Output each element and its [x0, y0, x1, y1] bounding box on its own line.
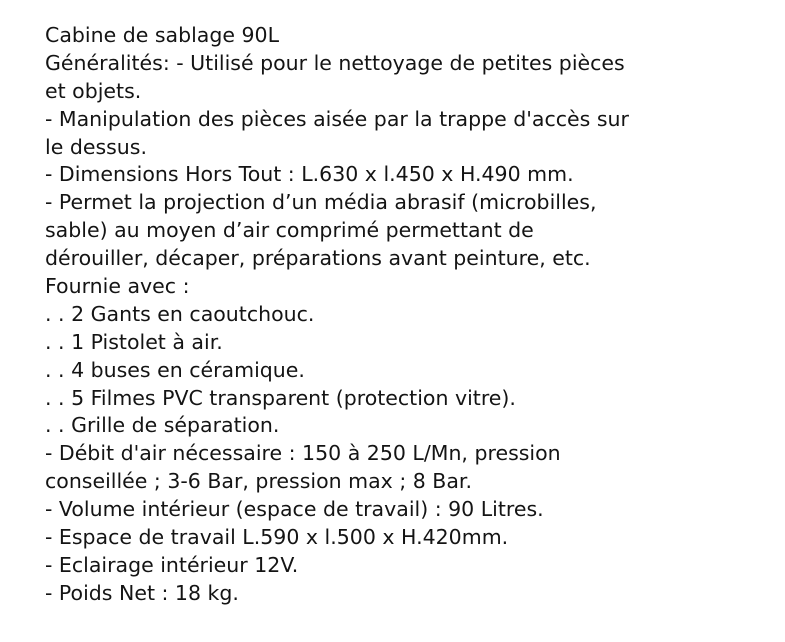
text-line-projection: - Permet la projection d’un média abrasif (microbilles, [45, 190, 597, 215]
text-line-manipulation: - Manipulation des pièces aisée par la trappe d'accès sur [45, 106, 629, 131]
text-line: dérouiller, décaper, préparations avant peinture, etc. [45, 246, 591, 271]
text-line: et objets. [45, 78, 142, 103]
document-title: Cabine de sablage 90L [45, 23, 280, 47]
text-line-work-space: - Espace de travail L.590 x l.500 x H.420mm. [45, 525, 509, 550]
text-line: conseillée ; 3-6 Bar, pression max ; 8 Bar. [45, 469, 472, 494]
supplied-with-heading: Fournie avec : [45, 274, 190, 299]
supplied-item-gloves: . . 2 Gants en caoutchouc. [45, 301, 315, 326]
text-line-air-flow: - Débit d'air nécessaire : 150 à 250 L/Mn, pression [45, 441, 561, 466]
supplied-item-air-gun: . . 1 Pistolet à air. [45, 329, 223, 354]
text-line-net-weight: - Poids Net : 18 kg. [45, 580, 239, 605]
text-line-generalites: Généralités: - Utilisé pour le nettoyage de petites pièces [45, 50, 625, 75]
supplied-item-nozzles: . . 4 buses en céramique. [45, 357, 305, 382]
text-line-volume: - Volume intérieur (espace de travail) : 90 Litres. [45, 497, 544, 522]
supplied-item-grid: . . Grille de séparation. [45, 413, 280, 438]
text-line-lighting: - Eclairage intérieur 12V. [45, 552, 299, 577]
text-line: le dessus. [45, 134, 147, 159]
text-line: sable) au moyen d’air comprimé permettant de [45, 218, 534, 243]
supplied-item-pvc-films: . . 5 Filmes PVC transparent (protection vitre). [45, 385, 516, 410]
text-line-dimensions: - Dimensions Hors Tout : L.630 x l.450 x H.490 mm. [45, 162, 574, 187]
product-description [45, 22, 775, 608]
